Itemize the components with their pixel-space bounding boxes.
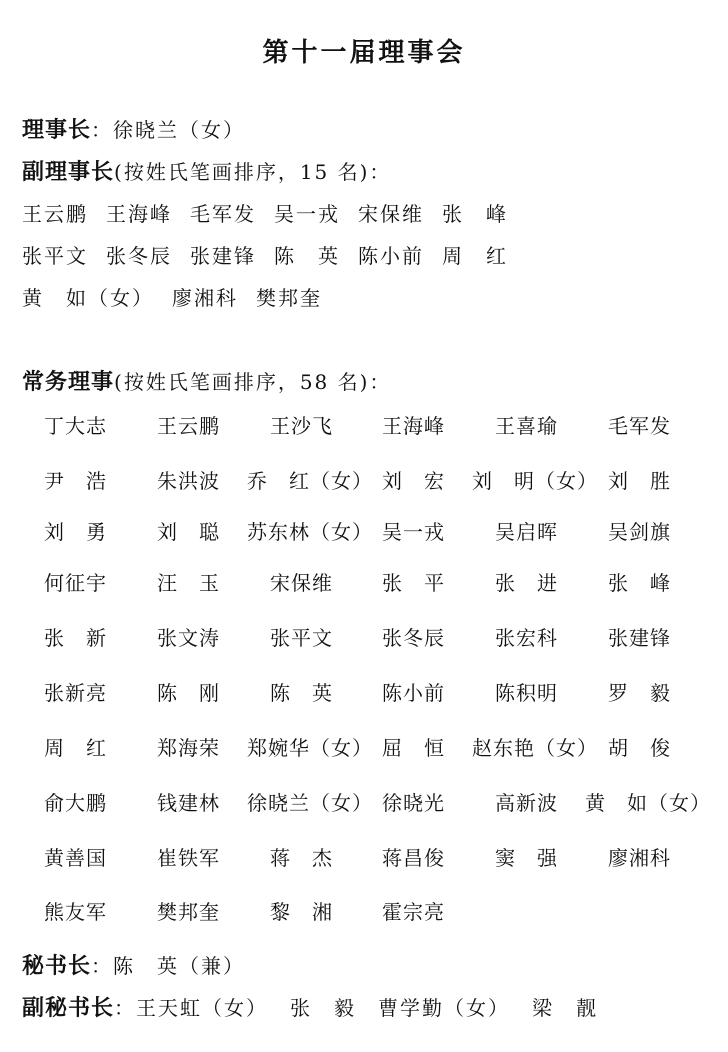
- deputy-secretary-name: 梁 靓: [532, 996, 599, 1020]
- secretary-general-label: 秘书长: [22, 953, 92, 979]
- deputy-secretaries-line: [22, 994, 620, 1022]
- deputy-secretary-name: 曹学勤（女）: [378, 996, 511, 1020]
- standing-director-name: 蒋昌俊: [382, 846, 445, 870]
- vice-chairmen-heading: [22, 158, 391, 186]
- standing-director-name: 张新亮: [44, 681, 107, 705]
- secretary-general-line: [22, 952, 245, 980]
- standing-director-name: 徐晓兰（女）: [247, 791, 373, 815]
- standing-director-name: 吴一戎: [382, 520, 445, 544]
- vice-chairman-name: 吴一戎: [274, 202, 340, 226]
- standing-director-name: 张 平: [382, 571, 445, 595]
- vice-chairman-name: 宋保维: [358, 202, 424, 226]
- standing-director-name: 黄善国: [44, 846, 107, 870]
- standing-director-name: 尹 浩: [44, 469, 107, 493]
- secretary-general-sep: ：: [91, 954, 114, 978]
- vice-chairman-name: 陈 英: [274, 244, 340, 268]
- standing-director-name: 赵东艳（女）: [472, 736, 598, 760]
- standing-directors-note: (按姓氏笔画排序，58 名)：: [114, 370, 392, 394]
- standing-director-name: 胡 俊: [608, 736, 671, 760]
- standing-director-name: 霍宗亮: [382, 900, 445, 924]
- standing-director-name: 熊友军: [44, 900, 107, 924]
- vice-chairman-name: 黄 如（女）: [22, 286, 154, 310]
- vice-chairman-name: 王海峰: [106, 202, 172, 226]
- standing-director-name: 何征宇: [44, 571, 107, 595]
- standing-director-name: 苏东林（女）: [247, 520, 373, 544]
- standing-director-name: 张平文: [270, 626, 333, 650]
- standing-director-name: 陈 刚: [157, 681, 220, 705]
- standing-director-name: 宋保维: [270, 571, 333, 595]
- standing-director-name: 钱建林: [157, 791, 220, 815]
- vice-chairmen-label: 副理事长: [22, 159, 115, 185]
- standing-director-name: 樊邦奎: [157, 900, 220, 924]
- standing-director-name: 丁大志: [44, 414, 107, 438]
- standing-director-name: 高新波: [495, 791, 558, 815]
- standing-director-name: 汪 玉: [157, 571, 220, 595]
- standing-director-name: 郑海荣: [157, 736, 220, 760]
- standing-director-name: 徐晓光: [382, 791, 445, 815]
- vice-chairman-name: 周 红: [442, 244, 508, 268]
- standing-director-name: 廖湘科: [608, 846, 671, 870]
- vice-chairmen-row: [22, 200, 526, 228]
- standing-director-name: 陈 英: [270, 681, 333, 705]
- standing-directors-heading: [22, 368, 391, 396]
- standing-director-name: 郑婉华（女）: [247, 736, 373, 760]
- vice-chairman-name: 樊邦奎: [256, 286, 322, 310]
- standing-director-name: 窦 强: [495, 846, 558, 870]
- vice-chairmen-row: [22, 284, 340, 312]
- standing-director-name: 刘 明（女）: [472, 469, 598, 493]
- vice-chairman-name: 王云鹏: [22, 202, 88, 226]
- standing-director-name: 张 峰: [608, 571, 671, 595]
- chairman-label: 理事长: [22, 117, 92, 143]
- standing-director-name: 周 红: [44, 736, 107, 760]
- standing-director-name: 俞大鹏: [44, 791, 107, 815]
- vice-chairmen-note: (按姓氏笔画排序，15 名)：: [114, 160, 392, 184]
- standing-director-name: 吴启晖: [495, 520, 558, 544]
- vice-chairmen-row: [22, 242, 526, 270]
- standing-director-name: 王海峰: [382, 414, 445, 438]
- deputy-secretary-name: 张 毅: [290, 996, 357, 1020]
- standing-directors-label: 常务理事: [22, 369, 115, 395]
- page-title: 第十一届理事会: [262, 38, 466, 68]
- standing-director-name: 张 新: [44, 626, 107, 650]
- chairman-name: 徐晓兰（女）: [113, 118, 246, 142]
- standing-director-name: 张建锋: [608, 626, 671, 650]
- standing-director-name: 屈 恒: [382, 736, 445, 760]
- standing-director-name: 王云鹏: [157, 414, 220, 438]
- standing-director-name: 罗 毅: [608, 681, 671, 705]
- standing-director-name: 毛军发: [608, 414, 671, 438]
- deputy-secretaries-label: 副秘书长: [22, 995, 115, 1021]
- standing-director-name: 蒋 杰: [270, 846, 333, 870]
- chairman-sep: ：: [91, 118, 114, 142]
- deputy-secretary-name: 王天虹（女）: [136, 996, 269, 1020]
- standing-director-name: 崔铁军: [157, 846, 220, 870]
- standing-director-name: 黎 湘: [270, 900, 333, 924]
- vice-chairman-name: 张建锋: [190, 244, 256, 268]
- standing-director-name: 陈积明: [495, 681, 558, 705]
- standing-director-name: 刘 聪: [157, 520, 220, 544]
- secretary-general-name: 陈 英（兼）: [113, 954, 246, 978]
- standing-director-name: 乔 红（女）: [247, 469, 373, 493]
- standing-director-name: 黄 如（女）: [585, 791, 711, 815]
- vice-chairman-name: 张冬辰: [106, 244, 172, 268]
- deputy-secretaries-names: [136, 996, 620, 1020]
- standing-director-name: 王沙飞: [270, 414, 333, 438]
- standing-director-name: 王喜瑜: [495, 414, 558, 438]
- standing-director-name: 刘 胜: [608, 469, 671, 493]
- standing-director-name: 刘 勇: [44, 520, 107, 544]
- standing-director-name: 陈小前: [382, 681, 445, 705]
- standing-director-name: 张文涛: [157, 626, 220, 650]
- vice-chairman-name: 张 峰: [442, 202, 508, 226]
- standing-director-name: 张 进: [495, 571, 558, 595]
- vice-chairman-name: 陈小前: [358, 244, 424, 268]
- chairman-line: [22, 116, 245, 144]
- standing-director-name: 张冬辰: [382, 626, 445, 650]
- deputy-secretaries-sep: ：: [114, 996, 137, 1020]
- standing-director-name: 吴剑旗: [608, 520, 671, 544]
- standing-director-name: 朱洪波: [157, 469, 220, 493]
- vice-chairman-name: 毛军发: [190, 202, 256, 226]
- standing-director-name: 张宏科: [495, 626, 558, 650]
- vice-chairman-name: 张平文: [22, 244, 88, 268]
- standing-director-name: 刘 宏: [382, 469, 445, 493]
- vice-chairman-name: 廖湘科: [172, 286, 238, 310]
